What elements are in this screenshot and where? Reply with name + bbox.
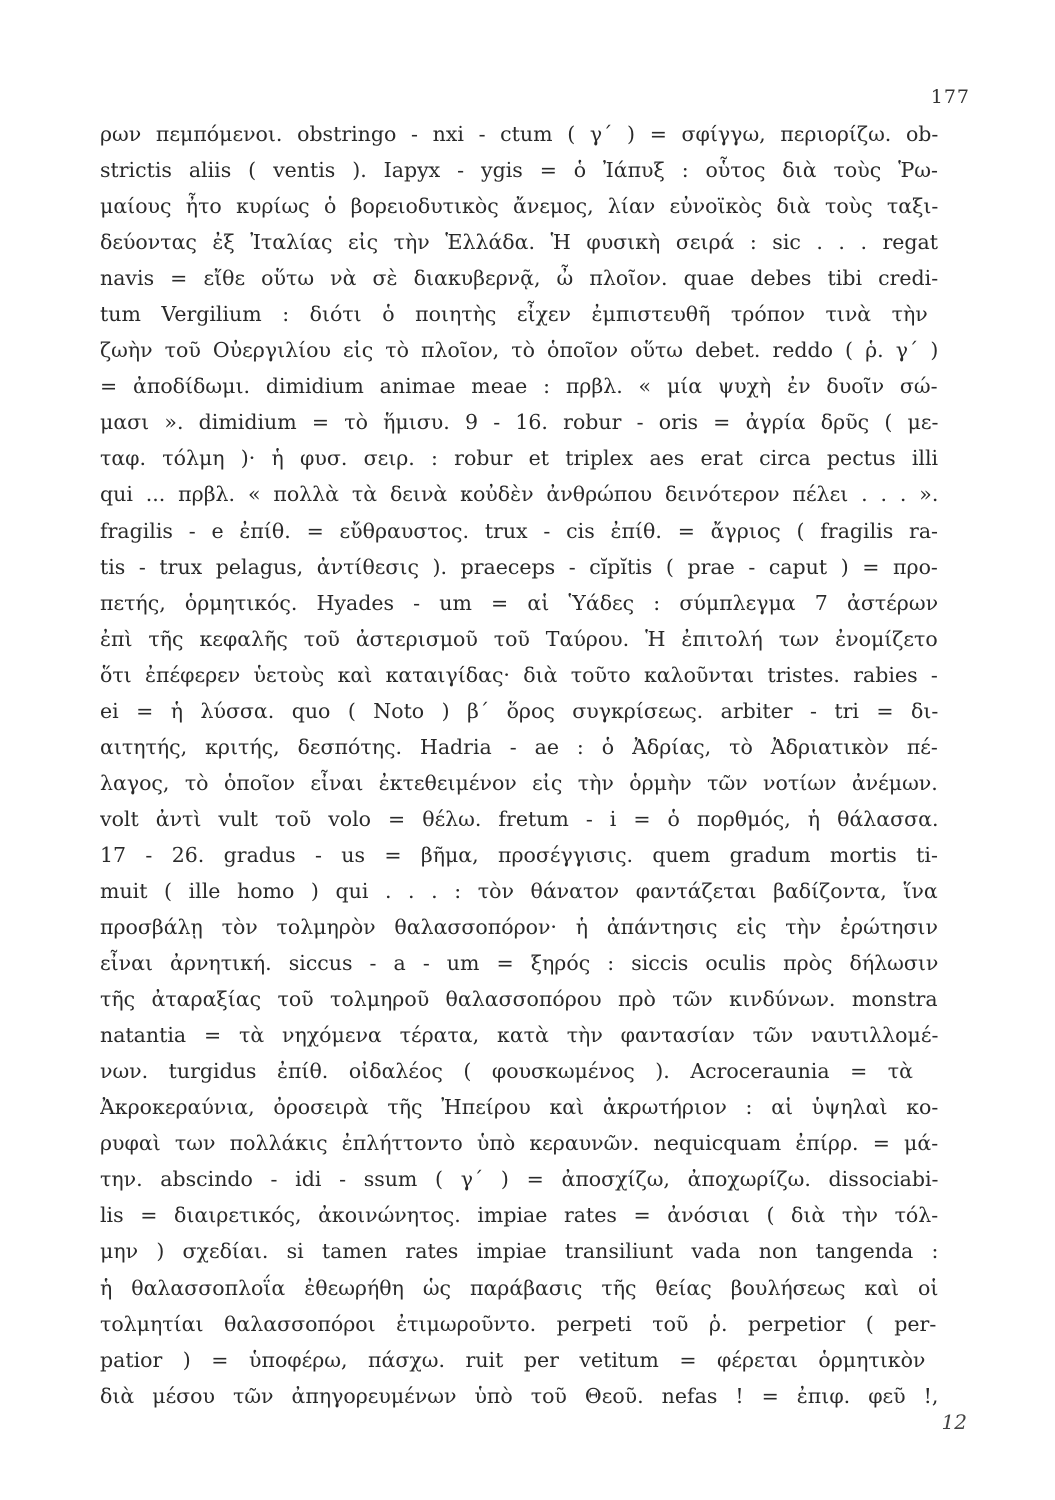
text-line: μασι ». dimidium = τὸ ἥμισυ. 9 - 16. robur - oris = ἀγρία δρῦς ( με- (100, 410, 938, 435)
text-line: natantia = τὰ νηχόμενα τέρατα, κατὰ τὴν φαντασίαν τῶν ναυτιλλομέ- (100, 1023, 938, 1048)
text-line: ὅτι ἐπέφερεν ὑετοὺς καὶ καταιγίδας· διὰ τοῦτο καλοῦνται tristes. rabies - (100, 662, 938, 687)
text-line: ἡ θαλασσοπλοΐα ἐθεωρήθη ὡς παράβασις τῆς θείας βουλήσεως καὶ οἱ (100, 1275, 938, 1300)
text-line: ρυφαὶ των πολλάκις ἐπλήττοντο ὑπὸ κεραυνῶν. nequicquam ἐπίρρ. = μά- (100, 1131, 938, 1156)
text-line: εἶναι ἀρνητική. siccus - a - um = ξηρός : siccis oculis πρὸς δήλωσιν (100, 951, 938, 976)
text-line: muit ( ille homo ) qui . . . : τὸν θάνατον φαντάζεται βαδίζοντα, ἵνα (100, 878, 938, 903)
text-line: τολμητίαι θαλασσοπόροι ἐτιμωροῦντο. perpeti τοῦ ῥ. perpetior ( per- (100, 1311, 937, 1336)
text-line: αιτητής, κριτής, δεσπότης. Hadria - ae : ὁ Ἀδρίας, τὸ Ἀδριατικὸν πέ- (100, 734, 938, 759)
text-line: lis = διαιρετικός, ἀκοινώνητος. impiae rates = ἀνόσιαι ( διὰ τὴν τόλ- (100, 1203, 938, 1228)
text-line: μην ) σχεδίαι. si tamen rates impiae transiliunt vada non tangenda : (100, 1239, 938, 1264)
text-line: fragilis - e ἐπίθ. = εὔθραυστος. trux - cis ἐπίθ. = ἄγριος ( fragilis ra- (100, 518, 938, 543)
signature-mark: 12 (941, 1410, 967, 1434)
text-line: patior ) = ὑποφέρω, πάσχω. ruit per vetitum = φέρεται ὁρμητικὸν (100, 1347, 926, 1372)
text-line: Ἀκροκεραύνια, ὀροσειρὰ τῆς Ἠπείρου καὶ ἀκρωτήριον : αἱ ὑψηλαὶ κο- (100, 1095, 938, 1120)
text-line: tis - trux pelagus, ἀντίθεσις ). praeceps - cĭpĭtis ( prae - caput ) = προ- (100, 554, 938, 579)
text-line: πετής, ὁρμητικός. Hyades - um = αἱ Ὑάδες : σύμπλεγμα 7 ἀστέρων (100, 590, 938, 615)
text-line: μαίους ἦτο κυρίως ὁ βορειοδυτικὸς ἄνεμος, λίαν εὐνοϊκὸς διὰ τοὺς ταξι- (100, 194, 938, 219)
text-line: ei = ἡ λύσσα. quo ( Noto ) β΄ ὅρος συγκρίσεως. arbiter - tri = δι- (100, 698, 938, 723)
text-line: λαγος, τὸ ὁποῖον εἶναι ἐκτεθειμένον εἰς τὴν ὁρμὴν τῶν νοτίων ἀνέμων. (100, 770, 938, 795)
text-line: ρων πεμπόμενοι. obstringo - nxi - ctum ( γ΄ ) = σφίγγω, περιορίζω. ob- (100, 122, 938, 146)
text-line: tum Vergilium : διότι ὁ ποιητὴς εἶχεν ἐμπιστευθῆ τρόπον τινὰ τὴν (100, 302, 928, 327)
text-line: volt ἀντὶ vult τοῦ volo = θέλω. fretum - i = ὁ πορθμός, ἡ θάλασσα. (100, 806, 938, 831)
text-line: προσβάλῃ τὸν τολμηρὸν θαλασσοπόρον· ἡ ἀπάντησις εἰς τὴν ἐρώτησιν (100, 915, 938, 940)
text-line: navis = εἴθε οὕτω νὰ σὲ διακυβερνᾷ, ὦ πλοῖον. quae debes tibi credi- (100, 266, 938, 291)
text-line: νων. turgidus ἐπίθ. οἰδαλέος ( φουσκωμένος ). Acroceraunia = τὰ (100, 1059, 913, 1084)
text-line: τῆς ἀταραξίας τοῦ τολμηροῦ θαλασσοπόρου πρὸ τῶν κινδύνων. monstra (100, 987, 938, 1012)
text-line: qui ... πρβλ. « πολλὰ τὰ δεινὰ κοὐδὲν ἀνθρώπου δεινότερον πέλει . . . ». (100, 482, 938, 507)
text-line: ζωὴν τοῦ Οὐεργιλίου εἰς τὸ πλοῖον, τὸ ὁποῖον οὕτω debet. reddo ( ῥ. γ΄ ) (100, 338, 938, 363)
commentary-text (100, 116, 938, 1414)
text-line: διὰ μέσου τῶν ἀπηγορευμένων ὑπὸ τοῦ Θεοῦ. nefas ! = ἐπιφ. φεῦ !, (100, 1383, 938, 1408)
text-line: = ἀποδίδωμι. dimidium animae meae : πρβλ. « μία ψυχὴ ἐν δυοῖν σώ- (100, 374, 938, 399)
text-line: δεύοντας ἐξ Ἰταλίας εἰς τὴν Ἑλλάδα. Ἡ φυσικὴ σειρά : sic . . . regat (100, 230, 938, 255)
text-line: την. abscindo - idi - ssum ( γ΄ ) = ἀποσχίζω, ἀποχωρίζω. dissociabi- (100, 1167, 938, 1192)
text-line: strictis aliis ( ventis ). Iapyx - ygis = ὁ Ἰάπυξ : οὗτος διὰ τοὺς Ῥω- (100, 158, 938, 183)
text-line: 17 - 26. gradus - us = βῆμα, προσέγγισις. quem gradum mortis ti- (100, 842, 938, 867)
text-line: ταφ. τόλμη )· ἡ φυσ. σειρ. : robur et triplex aes erat circa pectus illi (100, 446, 938, 471)
text-line: ἐπὶ τῆς κεφαλῆς τοῦ ἀστερισμοῦ τοῦ Ταύρου. Ἡ ἐπιτολή των ἐνομίζετο (100, 626, 938, 651)
page-number: 177 (930, 86, 970, 108)
